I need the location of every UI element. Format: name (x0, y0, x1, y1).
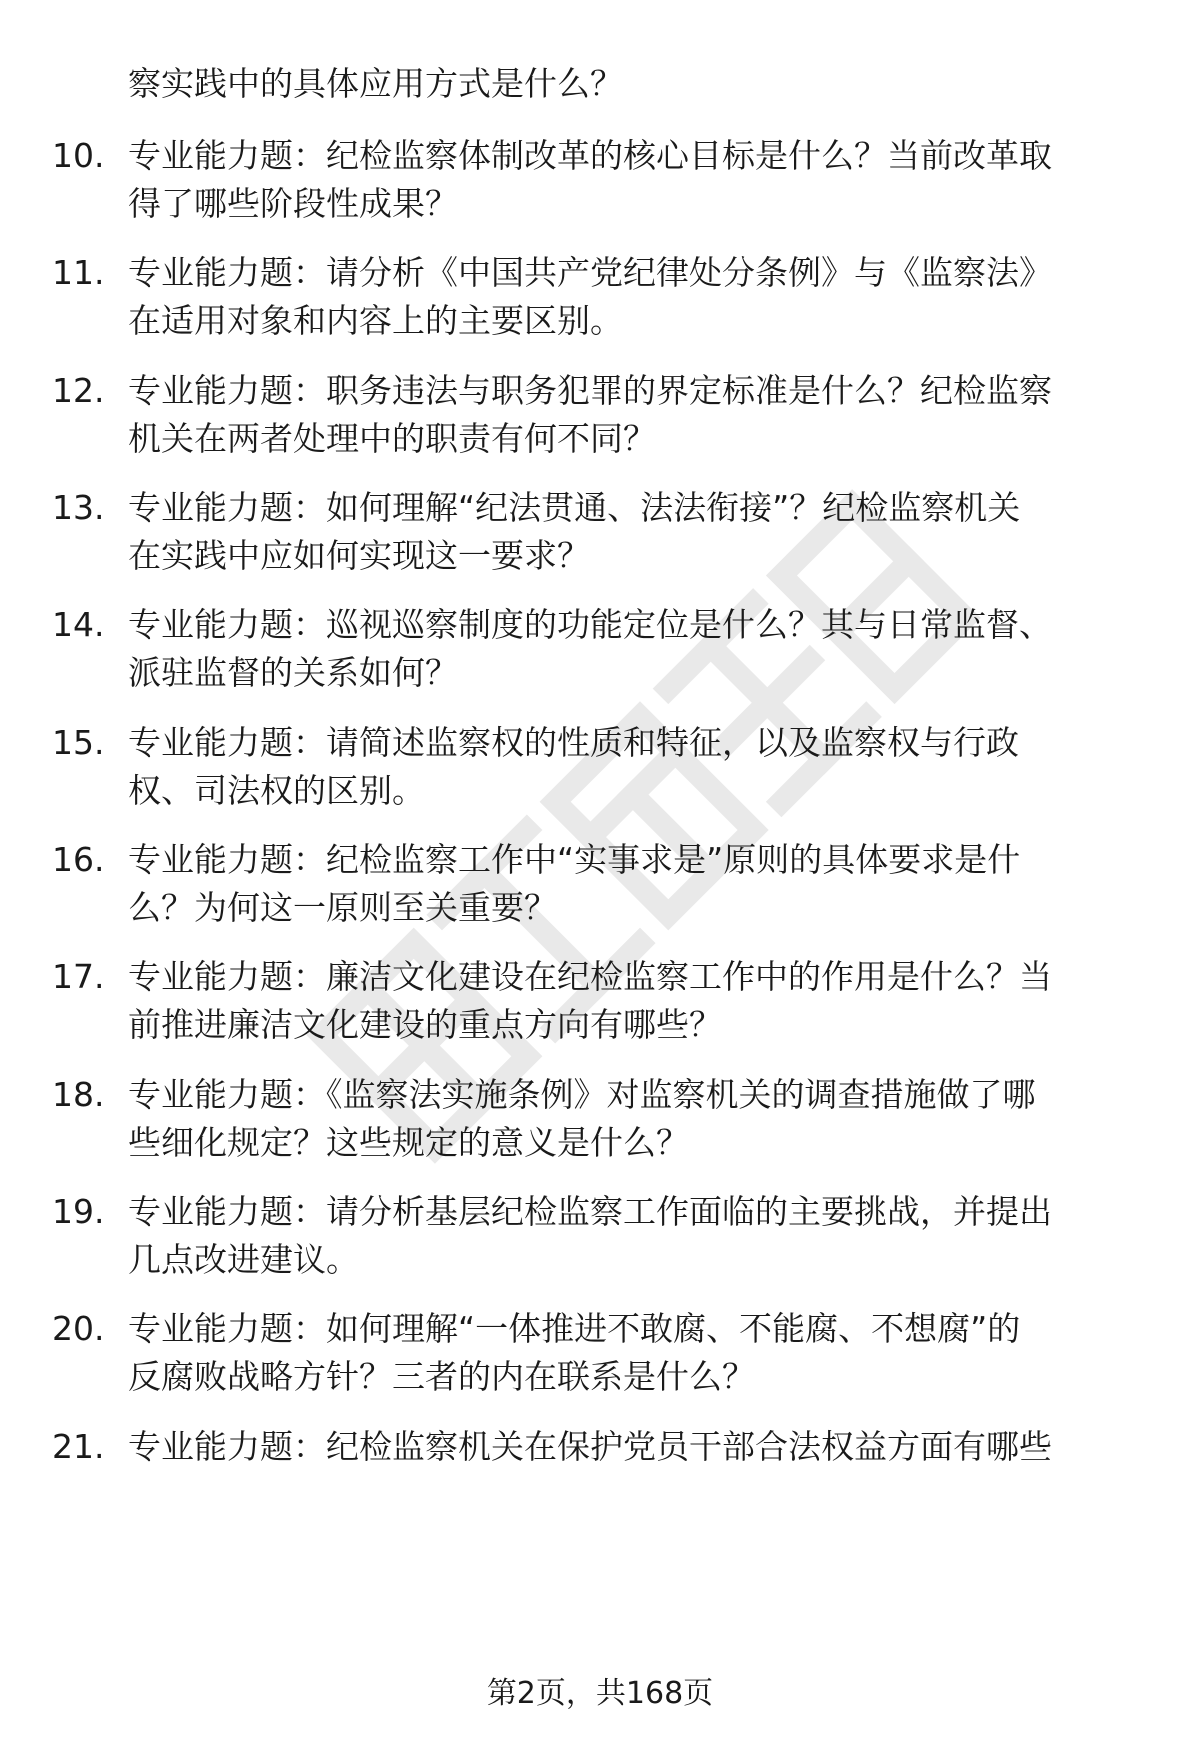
item-number: 12. (52, 371, 105, 410)
item-text-line: 前推进廉洁文化建设的重点方向有哪些？ (128, 1005, 722, 1044)
item-text-line: 专业能力题：职务违法与职务犯罪的界定标准是什么？纪检监察 (128, 371, 1052, 410)
item-text-line: 得了哪些阶段性成果？ (128, 184, 458, 223)
item-number: 15. (52, 723, 105, 762)
item-text-line: 反腐败战略方针？三者的内在联系是什么？ (128, 1357, 755, 1396)
page-footer: 第2页，共168页 (486, 1676, 714, 1711)
item-text-line: 在适用对象和内容上的主要区别。 (128, 301, 623, 340)
item-number: 19. (52, 1192, 105, 1231)
item-number: 21. (52, 1427, 105, 1466)
item-number: 20. (52, 1309, 105, 1348)
item-text-line: 专业能力题：请分析基层纪检监察工作面临的主要挑战，并提出 (128, 1192, 1052, 1231)
item-text-line: 专业能力题：巡视巡察制度的功能定位是什么？其与日常监督、 (128, 605, 1052, 644)
item-text-line: 专业能力题：廉洁文化建设在纪检监察工作中的作用是什么？当 (128, 957, 1052, 996)
item-number: 16. (52, 840, 105, 879)
item-text-line: 专业能力题：纪检监察机关在保护党员干部合法权益方面有哪些 (128, 1427, 1052, 1466)
item-text-line: 专业能力题：如何理解“纪法贯通、法法衔接”？纪检监察机关 (128, 488, 1021, 527)
item-text-line: 几点改进建议。 (128, 1240, 359, 1279)
continuation-line: 察实践中的具体应用方式是什么？ (128, 64, 623, 103)
item-text-line: 专业能力题：请简述监察权的性质和特征，以及监察权与行政 (128, 723, 1019, 762)
item-text-line: 些细化规定？这些规定的意义是什么？ (128, 1123, 689, 1162)
item-number: 18. (52, 1075, 105, 1114)
item-text-line: 专业能力题：纪检监察体制改革的核心目标是什么？当前改革取 (128, 136, 1052, 175)
item-text-line: 专业能力题：纪检监察工作中“实事求是”原则的具体要求是什 (128, 840, 1021, 879)
item-number: 13. (52, 488, 105, 527)
item-number: 17. (52, 957, 105, 996)
item-number: 14. (52, 605, 105, 644)
item-text-line: 专业能力题：如何理解“一体推进不敢腐、不能腐、不想腐”的 (128, 1309, 1021, 1348)
item-number: 10. (52, 136, 105, 175)
item-number: 11. (52, 253, 105, 292)
item-text-line: 派驻监督的关系如何？ (128, 653, 458, 692)
item-text-line: 专业能力题：《监察法实施条例》对监察机关的调查措施做了哪 (128, 1075, 1036, 1114)
item-text-line: 么？为何这一原则至关重要？ (128, 888, 557, 927)
item-text-line: 在实践中应如何实现这一要求？ (128, 536, 590, 575)
item-text-line: 专业能力题：请分析《中国共产党纪律处分条例》与《监察法》 (128, 253, 1052, 292)
item-text-line: 机关在两者处理中的职责有何不同？ (128, 419, 656, 458)
item-text-line: 权、司法权的区别。 (128, 771, 425, 810)
